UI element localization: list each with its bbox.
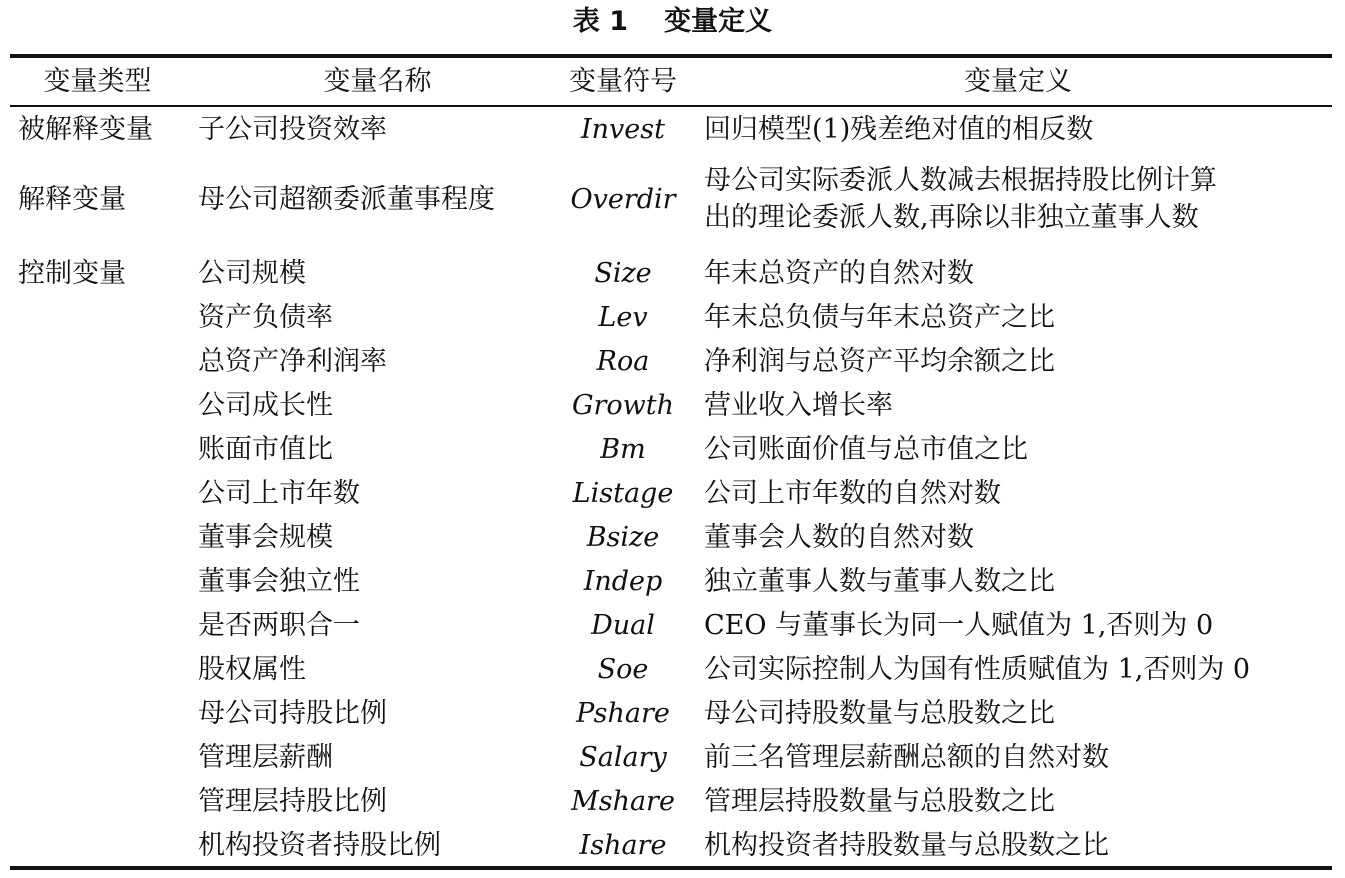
- table-row: [10, 340, 1332, 384]
- row-symbol: Growth: [571, 390, 675, 421]
- row-type: 解释变量: [18, 184, 126, 215]
- row-name: 公司规模: [198, 258, 306, 289]
- row-type: 被解释变量: [18, 114, 153, 145]
- table-number: 表 1: [572, 6, 629, 37]
- table-row: [10, 160, 1332, 240]
- row-symbol: Bsize: [586, 522, 660, 553]
- row-definition: 年末总资产的自然对数: [704, 258, 974, 289]
- row-name: 管理层薪酬: [198, 742, 333, 773]
- row-definition: CEO 与董事长为同一人赋值为 1,否则为 0: [704, 610, 1214, 641]
- row-definition: 董事会人数的自然对数: [704, 522, 974, 553]
- table-row: [10, 384, 1332, 428]
- row-definition: 机构投资者持股数量与总股数之比: [704, 830, 1109, 861]
- row-name: 机构投资者持股比例: [198, 830, 441, 861]
- table-row: [10, 780, 1332, 824]
- row-symbol: Ishare: [579, 830, 667, 861]
- row-definition: 公司上市年数的自然对数: [704, 478, 1001, 509]
- header-symbol: 变量符号: [569, 66, 677, 97]
- row-name: 董事会独立性: [198, 566, 360, 597]
- header-type: 变量类型: [43, 66, 152, 97]
- row-definition: 营业收入增长率: [704, 390, 893, 421]
- header-definition: 变量定义: [964, 66, 1072, 97]
- table-row: [10, 108, 1332, 152]
- row-definition: 年末总负债与年末总资产之比: [704, 302, 1055, 333]
- row-name: 公司成长性: [198, 390, 333, 421]
- row-symbol: Roa: [596, 346, 650, 377]
- row-symbol: Invest: [581, 114, 665, 145]
- row-definition: 回归模型(1)残差绝对值的相反数: [704, 114, 1094, 145]
- table-title: [0, 0, 1345, 44]
- row-symbol: Dual: [591, 610, 655, 641]
- row-definition: 管理层持股数量与总股数之比: [704, 786, 1055, 817]
- row-name: 资产负债率: [198, 302, 333, 333]
- table-row: [10, 516, 1332, 560]
- row-symbol: Indep: [583, 566, 663, 597]
- table-row: [10, 736, 1332, 780]
- row-definition-line: 出的理论委派人数,再除以非独立董事人数: [704, 202, 1199, 233]
- row-symbol: Soe: [597, 654, 649, 685]
- row-definition-line: 母公司实际委派人数减去根据持股比例计算: [704, 165, 1217, 196]
- bottom-rule: [10, 866, 1332, 870]
- row-name: 总资产净利润率: [198, 346, 387, 377]
- row-name: 账面市值比: [198, 434, 333, 465]
- row-symbol: Salary: [579, 742, 667, 773]
- table-row: [10, 428, 1332, 472]
- table-row: [10, 252, 1332, 296]
- row-definition: 公司实际控制人为国有性质赋值为 1,否则为 0: [704, 654, 1251, 685]
- table-row: [10, 604, 1332, 648]
- row-name: 董事会规模: [198, 522, 333, 553]
- row-definition: 独立董事人数与董事人数之比: [704, 566, 1055, 597]
- row-definition: 公司账面价值与总市值之比: [704, 434, 1028, 465]
- row-symbol: Pshare: [576, 698, 670, 729]
- row-symbol: Overdir: [570, 184, 676, 215]
- row-name: 母公司持股比例: [198, 698, 387, 729]
- table-row: [10, 692, 1332, 736]
- table-header: [10, 58, 1332, 105]
- header-name: 变量名称: [323, 66, 432, 97]
- row-definition: [704, 162, 1332, 236]
- row-symbol: Mshare: [571, 786, 675, 817]
- table-row: [10, 824, 1332, 868]
- table-row: [10, 648, 1332, 692]
- row-name: 子公司投资效率: [198, 114, 387, 145]
- row-name: 管理层持股比例: [198, 786, 387, 817]
- row-name: 股权属性: [198, 654, 306, 685]
- row-definition: 母公司持股数量与总股数之比: [704, 698, 1055, 729]
- header-rule: [10, 105, 1332, 107]
- row-name: 公司上市年数: [198, 478, 360, 509]
- table-row: [10, 560, 1332, 604]
- table-row: [10, 296, 1332, 340]
- row-name: 母公司超额委派董事程度: [198, 184, 495, 215]
- table-caption: 变量定义: [664, 6, 773, 37]
- row-name: 是否两职合一: [198, 610, 360, 641]
- row-symbol: Lev: [598, 302, 648, 333]
- row-definition: 净利润与总资产平均余额之比: [704, 346, 1055, 377]
- row-definition: 前三名管理层薪酬总额的自然对数: [704, 742, 1109, 773]
- row-symbol: Size: [594, 258, 652, 289]
- row-type: 控制变量: [18, 258, 126, 289]
- row-symbol: Bm: [600, 434, 646, 465]
- row-symbol: Listage: [572, 478, 674, 509]
- table-row: [10, 472, 1332, 516]
